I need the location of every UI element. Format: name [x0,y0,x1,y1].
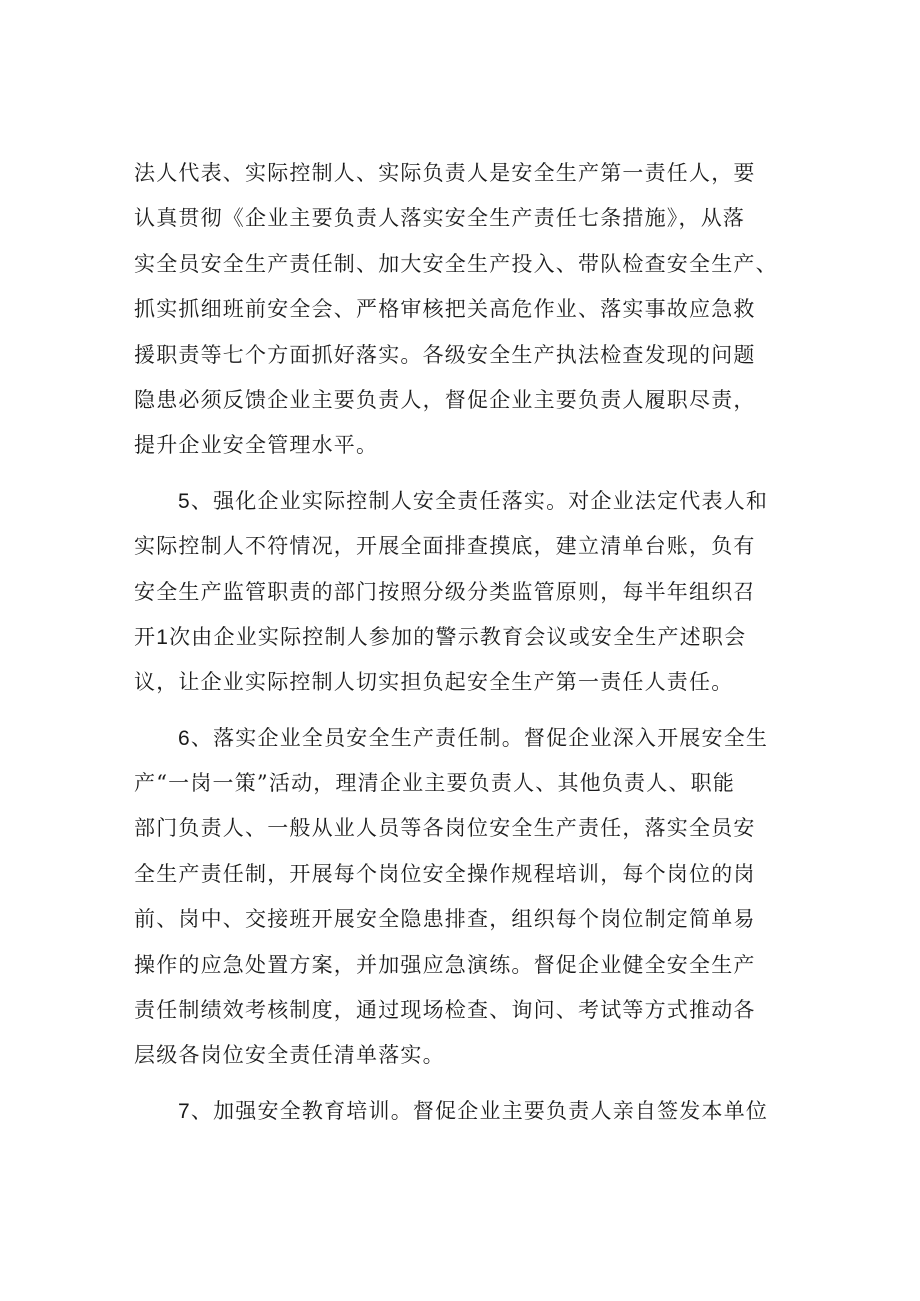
text-line: 援职责等七个方面抓好落实。各级安全生产执法检查发现的问题 [134,342,756,367]
item-6-first-line [134,716,794,761]
item-number: 5 [178,489,191,513]
inline-number: 1 [156,625,170,649]
text-line: 责任制绩效考核制度，通过现场检查、询问、考试等方式推动各 [134,998,756,1023]
line-rest: 次由企业实际控制人参加的警示教育会议或安全生产述职会 [169,624,747,649]
text-line: 实际控制人不符情况，开展全面排查摸底，建立清单台账，负有 [134,534,756,559]
text-line: 隐患必须反馈企业主要负责人，督促企业主要负责人履职尽责， [134,387,756,412]
item-number: 7 [178,1099,191,1123]
text-line: 抓实抓细班前安全会、严格审核把关高危作业、落实事故应急救 [134,297,756,322]
text-line: 操作的应急处置方案，并加强应急演练。督促企业健全安全生产 [134,952,756,977]
item-7-heading-text: 、加强安全教育培训。督促企业主要负责人亲自签发本单位 [190,1098,769,1123]
item-5-heading-text: 、强化企业实际控制人安全责任落实。对企业法定代表人和 [190,488,769,513]
text-line: 层级各岗位安全责任清单落实。 [134,1043,445,1068]
item-5-first-line [134,479,794,524]
text-line: 实全员安全生产责任制、加大安全生产投入、带队检查安全生产、 [134,251,778,276]
text-line: 议，让企业实际控制人切实担负起安全生产第一责任人责任。 [134,670,734,695]
document-body [134,151,794,1134]
item-7-first-line [134,1089,794,1134]
paragraph-item-5 [134,479,794,706]
text-line: 认真贯彻《企业主要负责人落实安全生产责任七条措施》，从落 [134,206,746,231]
paragraph-item-7 [134,1089,794,1134]
text-line: 全生产责任制，开展每个岗位安全操作规程培训，每个岗位的岗 [134,861,756,886]
text-line: 产“一岗一策”活动，理清企业主要负责人、其他负责人、职能 [134,771,736,796]
text-line: 前、岗中、交接班开展安全隐患排查，组织每个岗位制定简单易 [134,907,756,932]
text-line: 安全生产监管职责的部门按照分级分类监管原则，每半年组织召 [134,579,756,604]
text-line: 法人代表、实际控制人、实际负责人是安全生产第一责任人，要 [134,161,756,185]
paragraph-item-6 [134,716,794,1079]
text-line-with-number [134,615,794,660]
text-line: 提升企业安全管理水平。 [134,433,379,458]
item-number: 6 [178,726,191,750]
text-line: 部门负责人、一般从业人员等各岗位安全生产责任，落实全员安 [134,816,756,841]
item-6-heading-text: 、落实企业全员安全生产责任制。督促企业深入开展安全生 [190,725,769,750]
paragraph-continued [134,151,794,469]
line-prefix: 开 [134,624,157,649]
